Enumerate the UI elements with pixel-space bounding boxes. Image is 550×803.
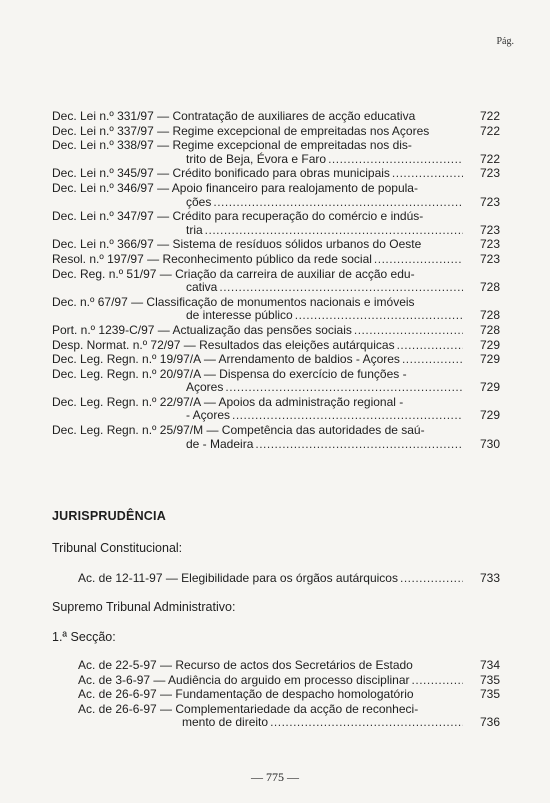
page-number: 735 [479,672,500,687]
index-entry [52,110,500,124]
legislation-index [52,110,500,452]
entry-text: Ac. de 26-6-97 — Fundamentação de despacho homologatório [78,687,414,702]
entry-text: Ac. de 22-5-97 — Recurso de actos dos Secretários de Estado [78,658,413,672]
leader-dots [374,253,463,267]
entry-continuation-line [52,409,466,423]
entry-line [78,703,466,717]
page-column-label: Pág. [496,36,514,47]
entry-line [52,368,466,382]
index-entry [78,688,500,702]
leader-dots [219,281,463,295]
entry-text: Dec. n.º 67/97 — Classificação de monumentos nacionais e imóveis [52,294,415,309]
page-number: 723 [479,251,500,266]
index-entry [52,296,500,323]
page-number: 722 [479,151,500,166]
leader-dots [412,674,463,688]
leader-dots [397,339,463,353]
entry-continuation-line [52,438,466,452]
entry-line [52,139,466,153]
index-entry [52,167,500,181]
entry-continuation-line [52,381,466,395]
index-entry [52,139,500,166]
entry-text: Dec. Lei n.º 331/97 — Contratação de auxiliares de acção educativa [52,109,416,123]
entry-text: Dec. Lei n.º 338/97 — Regime excepcional de empreitadas nos dis- [52,138,412,153]
entry-line [78,688,466,702]
entry-continuation-line [52,309,466,323]
entry-text: Dec. Reg. n.º 51/97 — Criação da carreira de auxiliar de acção edu- [52,266,415,281]
index-entry [52,125,500,139]
entry-text: Açores [186,380,224,395]
leader-dots [328,153,463,167]
index-entry [78,703,500,730]
entry-text: Dec. Leg. Regn. n.º 19/97/A — Arrendamento de baldios - Açores [52,352,400,367]
page-number: 733 [479,571,500,585]
leader-dots [392,167,463,181]
entry-text: Dec. Leg. Regn. n.º 22/97/A — Apoios da administração regional - [52,394,404,409]
index-entry [78,674,500,688]
leader-dots [205,224,463,238]
index-entry [52,424,500,451]
entry-line [52,339,466,353]
entry-line [52,353,466,367]
entry-text: Dec. Leg. Regn. n.º 20/97/A — Dispensa do exercício de funções - [52,366,407,381]
leader-dots [402,353,463,367]
entry-text: Dec. Lei n.º 337/97 — Regime excepcional de empreitadas nos Açores [52,123,430,138]
leader-dots [232,409,463,423]
section-title-jurisprudence: JURISPRUDÊNCIA [52,509,166,523]
page-number: 729 [479,408,500,423]
page-footer-number: — 775 — [251,770,299,784]
index-entry [52,238,500,252]
entry-line [78,674,466,688]
entry-line [52,324,466,338]
entry-text: Port. n.º 1239-C/97 — Actualização das pensões sociais [52,322,352,337]
leader-dots [295,309,463,323]
page-number: 728 [479,280,500,295]
page-number: 728 [479,308,500,323]
entry-text: Dec. Lei n.º 347/97 — Crédito para recuperação do comércio e indús- [52,209,424,224]
entry-text: mento de direito [182,715,269,730]
page-number: 729 [479,337,500,352]
leader-dots [270,716,463,730]
page-number: 736 [479,715,500,730]
page-number: 722 [479,123,500,138]
entry-text: Ac. de 26-6-97 — Complementariedade da acção de reconheci- [78,701,419,716]
entry-line [78,659,466,673]
index-entry [52,324,500,338]
entry-text: Dec. Lei n.º 346/97 — Apoio financeiro para realojamento de popula- [52,180,418,195]
index-entry [78,659,500,673]
section-label: 1.ª Secção: [52,630,116,644]
entry-text: Resol. n.º 197/97 — Reconhecimento público da rede social [52,251,372,266]
entry-text: Ac. de 3-6-97 — Audiência do arguido em processo disciplinar [78,672,410,687]
entry-continuation-line [52,153,466,167]
page-number: 734 [479,658,500,672]
entry-line [52,253,466,267]
entry-text: - Açores [186,408,231,423]
entry-line [52,210,466,224]
entry-text: Dec. Lei n.º 366/97 — Sistema de resíduos sólidos urbanos do Oeste [52,237,422,252]
entry-text: Dec. Leg. Regn. n.º 25/97/M — Competência das autoridades de saú- [52,423,425,438]
entry-continuation-line [78,716,466,730]
entry-line [52,268,466,282]
page-number: 723 [479,194,500,209]
entry-line [52,238,466,252]
entry-line [52,110,466,124]
entry-continuation-line [52,281,466,295]
entry-line [52,396,466,410]
page-number: 730 [479,436,500,451]
entry-text: Dec. Lei n.º 345/97 — Crédito bonificado para obras municipais [52,166,390,181]
leader-dots [400,572,463,586]
ruling-text: Ac. de 12-11-97 — Elegibilidade para os órgãos autárquicos [78,571,398,585]
entry-text: de - Madeira [186,436,254,451]
page-number: 729 [479,380,500,395]
page-number: 723 [479,237,500,252]
entry-text: trito de Beja, Évora e Faro [186,151,327,166]
index-entry [52,268,500,295]
entry-continuation-line [52,224,466,238]
entry-line [52,296,466,310]
entry-continuation-line [52,196,466,210]
entry-line [52,182,466,196]
entry-text: ções [186,194,212,209]
index-entry [52,210,500,237]
index-entry [52,339,500,353]
leader-dots [354,324,463,338]
page-number: 723 [479,166,500,181]
court-label-administrative: Supremo Tribunal Administrativo: [52,600,236,614]
leader-dots [213,196,463,210]
entry-text: tria [186,222,203,237]
entry-line [52,167,466,181]
entry-text: de interesse público [186,308,293,323]
index-entry [52,353,500,367]
page-number: 722 [479,109,500,123]
entry-text: cativa [186,280,218,295]
page-number: 723 [479,222,500,237]
leader-dots [225,381,463,395]
ruling-entry [78,572,500,586]
page-number: 735 [479,687,500,702]
ruling-list [78,659,500,731]
leader-dots [255,438,463,452]
court-label-constitutional: Tribunal Constitucional: [52,541,183,555]
index-entry [52,368,500,395]
entry-line [52,125,466,139]
index-entry [52,253,500,267]
entry-line [52,424,466,438]
index-entry [52,182,500,209]
page-number: 728 [479,322,500,337]
page-number: 729 [479,352,500,367]
index-entry [52,396,500,423]
entry-text: Desp. Normat. n.º 72/97 — Resultados das eleições autárquicas [52,337,395,352]
